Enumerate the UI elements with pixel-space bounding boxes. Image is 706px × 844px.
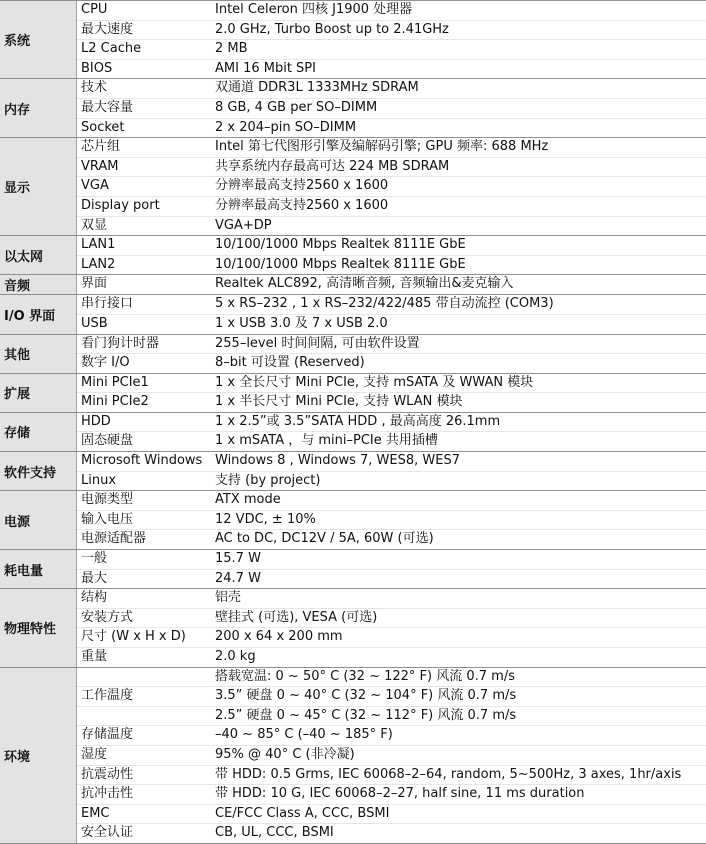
spec-label: Mini PCIe2 xyxy=(81,394,149,410)
spec-value: 带 HDD: 0.5 Grms, IEC 60068–2–64, random, 5~500Hz, 3 axes, 1hr/axis xyxy=(215,766,682,782)
spec-row xyxy=(77,765,706,785)
spec-label: CPU xyxy=(81,2,108,17)
spec-value: 共享系统内存最高可达 224 MB SDRAM xyxy=(215,158,450,174)
spec-group xyxy=(0,295,706,334)
spec-value: 2.5” 硬盘 0 ~ 45° C (32 ~ 112° F) 风流 0.7 m/s xyxy=(215,707,517,723)
spec-label: 电源类型 xyxy=(81,492,134,508)
spec-value: –40 ~ 85° C (–40 ~ 185° F) xyxy=(215,727,393,743)
spec-row xyxy=(77,550,706,569)
spec-label: 最大容量 xyxy=(81,99,134,115)
spec-row xyxy=(77,353,706,373)
spec-row xyxy=(77,138,706,157)
spec-value: CB, UL, CCC, BSMI xyxy=(215,825,334,841)
spec-value: 支持 (by project) xyxy=(215,472,321,488)
spec-value: 1 x USB 3.0 及 7 x USB 2.0 xyxy=(215,315,388,331)
spec-value: 8 GB, 4 GB per SO–DIMM xyxy=(215,99,378,115)
spec-value: 15.7 W xyxy=(215,551,261,567)
spec-row xyxy=(77,510,706,530)
spec-label: 工作温度 xyxy=(81,688,134,704)
spec-label: 串行接口 xyxy=(81,296,134,312)
spec-group xyxy=(0,668,706,844)
spec-label: VGA xyxy=(81,178,109,194)
spec-value: 255–level 时间间隔, 可由软件设置 xyxy=(215,335,420,351)
spec-label xyxy=(77,668,211,687)
spec-value: 1 x 半长尺寸 Mini PCIe, 支持 WLAN 模块 xyxy=(215,394,463,410)
spec-row xyxy=(77,608,706,628)
spec-row xyxy=(77,431,706,451)
spec-label: 最大 xyxy=(81,570,108,586)
spec-label: 看门狗计时器 xyxy=(81,335,160,351)
spec-value: 10/100/1000 Mbps Realtek 8111E GbE xyxy=(215,237,466,253)
spec-label: VRAM xyxy=(81,158,119,174)
spec-value: ATX mode xyxy=(215,492,281,508)
spec-value: 1 x mSATA ，与 mini–PCIe 共用插槽 xyxy=(215,433,438,449)
spec-label: 湿度 xyxy=(81,746,108,762)
spec-value: 2 MB xyxy=(215,41,248,57)
spec-group xyxy=(0,452,706,491)
category-label: 环境 xyxy=(0,668,77,843)
spec-value: 2 x 204–pin SO–DIMM xyxy=(215,119,357,135)
spec-row xyxy=(77,569,706,589)
spec-group xyxy=(0,275,706,295)
spec-label: L2 Cache xyxy=(81,41,142,57)
spec-value: 1 x 2.5”或 3.5”SATA HDD , 最高高度 26.1mm xyxy=(215,413,501,429)
spec-value: 1 x 全长尺寸 Mini PCIe, 支持 mSATA 及 WWAN 模块 xyxy=(215,374,534,390)
spec-label: 抗震动性 xyxy=(81,766,134,782)
spec-value: AC to DC, DC12V / 5A, 60W (可选) xyxy=(215,531,434,547)
category-label: 显示 xyxy=(0,138,77,235)
spec-label: 存储温度 xyxy=(81,727,134,743)
spec-value: 分辨率最高支持2560 x 1600 xyxy=(215,178,389,194)
spec-row xyxy=(77,79,706,98)
spec-label: 固态硬盘 xyxy=(81,433,134,449)
spec-row xyxy=(77,471,706,491)
spec-row xyxy=(77,255,706,275)
spec-row xyxy=(77,1,706,20)
spec-value: 10/100/1000 Mbps Realtek 8111E GbE xyxy=(215,256,466,272)
spec-row xyxy=(77,157,706,177)
spec-label: 抗冲击性 xyxy=(81,786,134,802)
spec-row xyxy=(77,20,706,40)
spec-label: 技术 xyxy=(81,80,108,96)
spec-row xyxy=(77,392,706,412)
spec-row xyxy=(77,804,706,824)
spec-label: HDD xyxy=(81,413,111,429)
spec-label: 重量 xyxy=(81,649,108,664)
spec-label: Linux xyxy=(81,472,117,488)
spec-row xyxy=(77,118,706,138)
spec-row xyxy=(77,647,706,667)
spec-row xyxy=(77,668,706,687)
spec-value: Intel Celeron 四核 J1900 处理器 xyxy=(215,2,413,17)
spec-value: 95% @ 40° C (非冷凝) xyxy=(215,746,355,762)
spec-group xyxy=(0,138,706,236)
spec-row xyxy=(77,335,706,354)
spec-value: 带 HDD: 10 G, IEC 60068–2–27, half sine, 11 ms duration xyxy=(215,786,585,802)
spec-row xyxy=(77,275,706,294)
spec-group xyxy=(0,236,706,275)
spec-value: 双通道 DDR3L 1333MHz SDRAM xyxy=(215,80,419,96)
category-label: I/O 界面 xyxy=(0,295,77,333)
spec-value: AMI 16 Mbit SPI xyxy=(215,60,316,76)
spec-value: 2.0 kg xyxy=(215,649,256,664)
spec-row xyxy=(77,784,706,804)
category-label: 软件支持 xyxy=(0,452,77,490)
spec-group xyxy=(0,491,706,550)
category-label: 内存 xyxy=(0,79,77,137)
spec-label: 安装方式 xyxy=(81,609,134,625)
spec-row xyxy=(77,374,706,393)
spec-row xyxy=(77,413,706,432)
spec-label: USB xyxy=(81,315,108,331)
spec-label: 结构 xyxy=(81,590,108,606)
spec-label: Display port xyxy=(81,197,160,213)
category-label: 系统 xyxy=(0,1,77,78)
category-label: 扩展 xyxy=(0,374,77,412)
spec-row xyxy=(77,39,706,59)
spec-row xyxy=(77,236,706,255)
spec-row xyxy=(77,216,706,236)
spec-value: 8–bit 可设置 (Reserved) xyxy=(215,355,365,371)
spec-value: 12 VDC, ± 10% xyxy=(215,511,316,527)
spec-row xyxy=(77,627,706,647)
spec-value: VGA+DP xyxy=(215,217,272,233)
spec-value: CE/FCC Class A, CCC, BSMI xyxy=(215,805,390,821)
spec-row xyxy=(77,59,706,79)
spec-row xyxy=(77,491,706,510)
category-label: 以太网 xyxy=(0,236,77,274)
spec-value: 2.0 GHz, Turbo Boost up to 2.41GHz xyxy=(215,21,449,37)
spec-row xyxy=(77,706,706,726)
category-label: 耗电量 xyxy=(0,550,77,588)
spec-label xyxy=(77,707,211,726)
spec-value: Windows 8 , Windows 7, WES8, WES7 xyxy=(215,453,460,469)
spec-group xyxy=(0,374,706,413)
spec-group xyxy=(0,79,706,138)
spec-row xyxy=(77,686,706,706)
spec-row xyxy=(77,98,706,118)
spec-label: Microsoft Windows xyxy=(81,453,203,469)
spec-row xyxy=(77,725,706,745)
spec-label: Mini PCIe1 xyxy=(81,374,149,390)
spec-value: Intel 第七代图形引擎及编解码引擎; GPU 频率: 688 MHz xyxy=(215,139,549,155)
spec-row xyxy=(77,452,706,471)
category-label: 物理特性 xyxy=(0,589,77,666)
spec-group xyxy=(0,550,706,589)
spec-row xyxy=(77,295,706,314)
spec-value: 3.5” 硬盘 0 ~ 40° C (32 ~ 104° F) 风流 0.7 m/s xyxy=(215,688,517,704)
spec-row xyxy=(77,196,706,216)
spec-label: 尺寸 (W x H x D) xyxy=(81,629,186,645)
spec-label: 芯片组 xyxy=(81,139,121,155)
spec-value: Realtek ALC892, 高清晰音频, 音频输出&麦克输入 xyxy=(215,276,514,292)
spec-group xyxy=(0,0,706,79)
spec-row xyxy=(77,589,706,608)
spec-value: 200 x 64 x 200 mm xyxy=(215,629,343,645)
spec-label: 数字 I/O xyxy=(81,355,130,371)
spec-label: BIOS xyxy=(81,60,113,76)
spec-value: 铝壳 xyxy=(215,590,242,606)
category-label: 存储 xyxy=(0,413,77,451)
category-label: 其他 xyxy=(0,335,77,373)
spec-label: 电源适配器 xyxy=(81,531,147,547)
category-label: 音频 xyxy=(0,275,77,294)
spec-label: EMC xyxy=(81,805,110,821)
spec-row xyxy=(77,529,706,549)
spec-value: 壁挂式 (可选), VESA (可选) xyxy=(215,609,378,625)
spec-row xyxy=(77,745,706,765)
spec-group xyxy=(0,335,706,374)
spec-value: 分辨率最高支持2560 x 1600 xyxy=(215,197,389,213)
spec-label: Socket xyxy=(81,119,125,135)
spec-label: 安全认证 xyxy=(81,825,134,841)
spec-label: 双显 xyxy=(81,217,108,233)
category-label: 电源 xyxy=(0,491,77,549)
spec-row xyxy=(77,314,706,334)
spec-group xyxy=(0,589,706,667)
spec-row xyxy=(77,823,706,843)
spec-label: 界面 xyxy=(81,276,108,292)
spec-label: LAN2 xyxy=(81,256,116,272)
spec-group xyxy=(0,413,706,452)
spec-label: LAN1 xyxy=(81,237,116,253)
spec-value: 5 x RS–232 , 1 x RS–232/422/485 带自动流控 (COM3) xyxy=(215,296,554,312)
spec-row xyxy=(77,176,706,196)
spec-value: 24.7 W xyxy=(215,570,261,586)
spec-label: 输入电压 xyxy=(81,511,134,527)
spec-label: 一般 xyxy=(81,551,108,567)
spec-value: 搭载宽温: 0 ~ 50° C (32 ~ 122° F) 风流 0.7 m/s xyxy=(215,668,515,684)
spec-label: 最大速度 xyxy=(81,21,134,37)
